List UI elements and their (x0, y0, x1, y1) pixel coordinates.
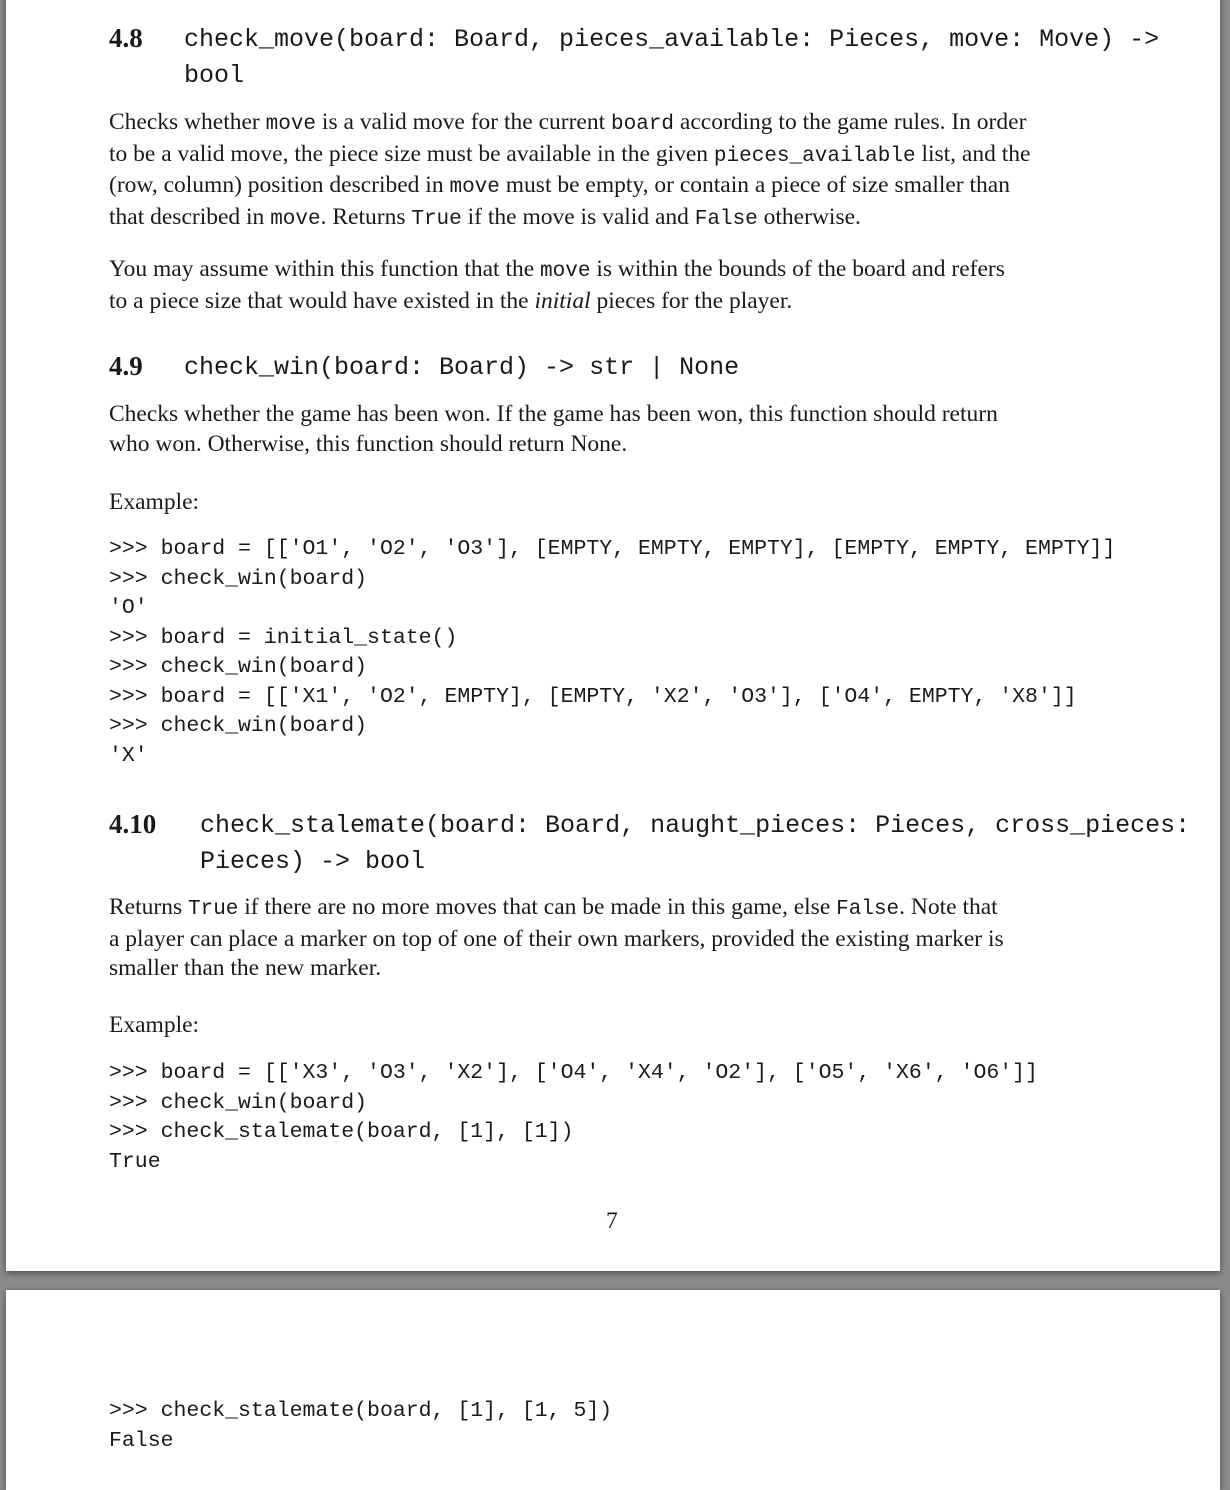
code-example-4-10 (109, 1059, 1038, 1177)
text-line: that described in move. Returns True if the move is valid and False otherwise. (109, 203, 861, 231)
section-title-4-8-line2: bool (184, 61, 245, 90)
text-line: a player can place a marker on top of one of their own markers, provided the existing marker is (109, 925, 1004, 952)
text-line: Checks whether the game has been won. If the game has been won, this function should return (109, 401, 998, 427)
page-number: 7 (606, 1208, 618, 1234)
section-number-4-9: 4.9 (109, 351, 143, 381)
paragraph-4-9-description (109, 400, 998, 459)
text-line: to a piece size that would have existed in the initial pieces for the player. (109, 287, 793, 314)
text-line: (row, column) position described in move must be empty, or contain a piece of size smaller than (109, 172, 1010, 199)
text-line: to be a valid move, the piece size must be available in the given pieces_available list, and the (109, 140, 1031, 168)
code-line: >>> board = initial_state() (109, 625, 458, 650)
text-line: Checks whether move is a valid move for the current board according to the game rules. In order (109, 109, 1027, 136)
code-line: >>> check_win(board) (109, 655, 368, 679)
text-line: who won. Otherwise, this function should return None. (109, 430, 628, 457)
example-label-4-10: Example: (109, 1012, 200, 1038)
code-line: >>> check_stalemate(board, [1], [1, 5]) (109, 1399, 613, 1423)
section-number-4-8: 4.8 (109, 23, 143, 53)
document-page-8 (6, 1290, 1220, 1490)
paragraph-4-8-description (109, 108, 1030, 234)
section-number-4-10: 4.10 (109, 809, 157, 839)
text-line: Returns True if there are no more moves that can be made in this game, else False. Note that (109, 894, 998, 921)
paragraph-4-8-assumption (109, 255, 1005, 316)
code-line: >>> board = [['X1', 'O2', EMPTY], [EMPTY, 'X2', 'O3'], ['O4', EMPTY, 'X8']] (109, 684, 1077, 709)
code-example-4-9 (109, 535, 1115, 771)
paragraph-4-10-description (109, 893, 1004, 984)
section-title-4-10-line1: check_stalemate(board: Board, naught_pieces: Pieces, cross_pieces: (200, 811, 1191, 840)
code-example-continued (109, 1397, 612, 1456)
section-title-4-8-line1: check_move(board: Board, pieces_available: Pieces, move: Move) -> (184, 25, 1160, 54)
text-line: smaller than the new marker. (109, 955, 382, 981)
code-line: >>> check_win(board) (109, 1090, 368, 1115)
code-line: >>> board = [['X3', 'O3', 'X2'], ['O4', 'X4', 'O2'], ['O5', 'X6', 'O6']] (109, 1061, 1038, 1085)
code-line: True (109, 1149, 161, 1174)
text-line: You may assume within this function that the move is within the bounds of the board and refers (109, 256, 1005, 283)
code-line: 'X' (109, 743, 148, 768)
code-line: 'O' (109, 596, 148, 620)
code-line: >>> board = [['O1', 'O2', 'O3'], [EMPTY, EMPTY, EMPTY], [EMPTY, EMPTY, EMPTY]] (109, 537, 1116, 561)
code-line: >>> check_win(board) (109, 566, 368, 591)
code-line: >>> check_stalemate(board, [1], [1]) (109, 1120, 574, 1144)
code-line: >>> check_win(board) (109, 714, 368, 738)
section-title-4-10-line2: Pieces) -> bool (200, 847, 426, 876)
code-line: False (109, 1428, 174, 1453)
example-label-4-9: Example: (109, 489, 200, 515)
section-title-4-9: check_win(board: Board) -> str | None (184, 353, 740, 382)
document-page-7 (6, 0, 1220, 1271)
